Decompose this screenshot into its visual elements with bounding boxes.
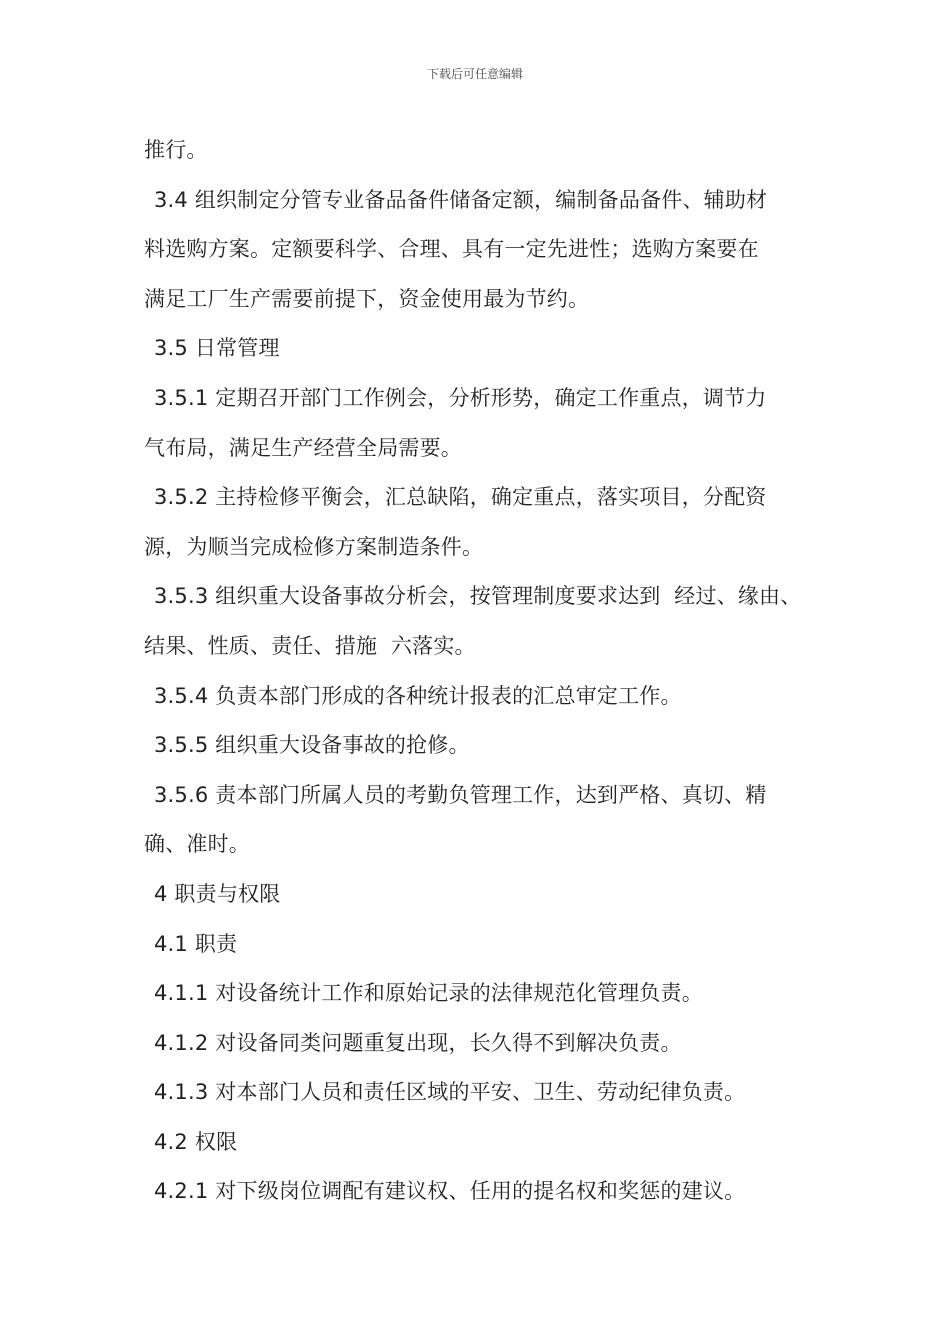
text-line: 气布局，满足生产经营全局需要。: [144, 435, 462, 460]
section-heading: 4.2 权限: [154, 1129, 238, 1154]
text-line: 推行。: [144, 138, 208, 162]
text-line: 3.5.2 主持检修平衡会，汇总缺陷，确定重点，落实项目，分配资: [154, 485, 767, 510]
page-header: 下载后可任意编辑: [426, 67, 523, 81]
document-body: [144, 126, 824, 1217]
text-line: 结果、性质、责任、措施 六落实。: [144, 633, 476, 658]
section-heading: 4.1 职责: [154, 931, 238, 956]
text-line: 4.1.3 对本部门人员和责任区域的平安、卫生、劳动纪律负责。: [154, 1080, 746, 1105]
text-line: 源，为顺当完成检修方案制造条件。: [144, 534, 484, 559]
text-line: 确、准时。: [144, 832, 250, 857]
text-line: 3.5.6 责本部门所属人员的考勤负管理工作，达到严格、真切、精: [154, 782, 767, 807]
text-line: 4.1.1 对设备统计工作和原始记录的法律规范化管理负责。: [154, 981, 703, 1006]
text-line: 3.5.4 负责本部门形成的各种统计报表的汇总审定工作。: [154, 683, 682, 708]
text-line: 3.5.5 组织重大设备事故的抢修。: [154, 733, 470, 758]
text-line: 3.5.3 组织重大设备事故分析会，按管理制度要求达到 经过、缘由、: [154, 584, 802, 609]
text-line: 4.2.1 对下级岗位调配有建议权、任用的提名权和奖惩的建议。: [154, 1179, 746, 1204]
text-line: 4.1.2 对设备同类问题重复出现，长久得不到解决负责。: [154, 1030, 682, 1055]
text-line: 满足工厂生产需要前提下，资金使用最为节约。: [144, 286, 590, 311]
section-heading: 4 职责与权限: [154, 881, 281, 906]
section-heading: 3.5 日常管理: [154, 336, 280, 361]
text-line: 3.5.1 定期召开部门工作例会，分析形势，确定工作重点，调节力: [154, 385, 767, 410]
text-line: 料选购方案。定额要科学、合理、具有一定先进性；选购方案要在: [144, 237, 759, 262]
text-line: 3.4 组织制定分管专业备品备件储备定额，编制备品备件、辅助材: [154, 187, 768, 212]
